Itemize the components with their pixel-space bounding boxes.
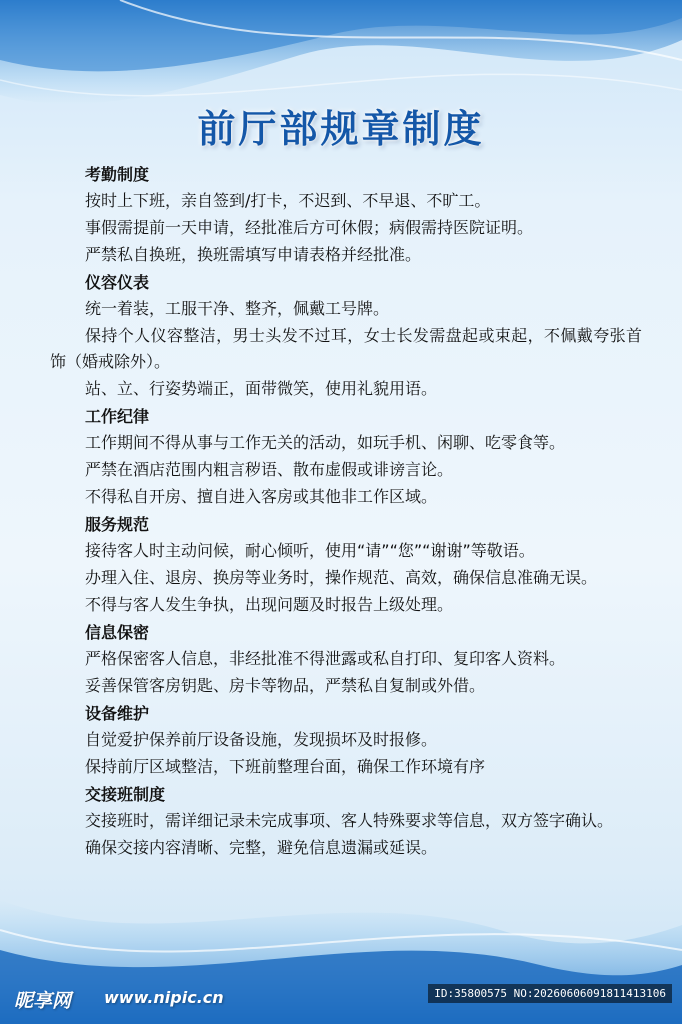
section-heading: 考勤制度 [85, 165, 150, 184]
section-paragraph: 事假需提前一天申请，经批准后方可休假；病假需持医院证明。 [85, 218, 534, 237]
section-paragraph: 站、立、行姿势端正，面带微笑，使用礼貌用语。 [85, 379, 438, 398]
watermark-logo: 昵享网 [14, 990, 72, 1012]
section-paragraph: 严格保密客人信息，非经批准不得泄露或私自打印、复印客人资料。 [85, 649, 566, 668]
section-paragraph: 保持前厅区域整洁，下班前整理台面，确保工作环境有序 [85, 757, 486, 776]
section-paragraph: 办理入住、退房、换房等业务时，操作规范、高效，确保信息准确无误。 [85, 568, 598, 587]
section-heading: 服务规范 [85, 515, 150, 534]
section-paragraph: 严禁在酒店范围内粗言秽语、散布虚假或诽谤言论。 [85, 460, 454, 479]
section-heading: 信息保密 [85, 623, 150, 642]
section-paragraph: 保持个人仪容整洁，男士头发不过耳，女士长发需盘起或束起，不佩戴夸张首饰（婚戒除外）。 [50, 326, 642, 371]
section-paragraph: 确保交接内容清晰、完整，避免信息遗漏或延误。 [85, 838, 438, 857]
section-paragraph: 交接班时，需详细记录未完成事项、客人特殊要求等信息，双方签字确认。 [85, 811, 614, 830]
section-heading: 交接班制度 [85, 785, 166, 804]
page-title: 前厅部规章制度 [197, 107, 485, 151]
watermark-url: www.nipic.cn [104, 988, 224, 1007]
regulations-body [50, 160, 642, 862]
section-paragraph: 统一着装，工服干净、整齐，佩戴工号牌。 [85, 299, 390, 318]
section-heading: 设备维护 [85, 704, 150, 723]
section-paragraph: 按时上下班，亲自签到/打卡，不迟到、不早退、不旷工。 [85, 191, 491, 210]
section-paragraph: 自觉爱护保养前厅设备设施，发现损坏及时报修。 [85, 730, 438, 749]
section-heading: 仪容仪表 [85, 273, 150, 292]
section-paragraph: 不得与客人发生争执，出现问题及时报告上级处理。 [85, 595, 454, 614]
section-paragraph: 接待客人时主动问候，耐心倾听，使用“请”“您”“谢谢”等敬语。 [85, 541, 535, 560]
section-heading: 工作纪律 [85, 407, 150, 426]
section-paragraph: 不得私自开房、擅自进入客房或其他非工作区域。 [85, 487, 438, 506]
section-paragraph: 工作期间不得从事与工作无关的活动，如玩手机、闲聊、吃零食等。 [85, 433, 566, 452]
section-paragraph: 严禁私自换班，换班需填写申请表格并经批准。 [85, 245, 422, 264]
section-paragraph: 妥善保管客房钥匙、房卡等物品，严禁私自复制或外借。 [85, 676, 486, 695]
image-id-badge: ID:35800575 NO:20260606091811413106 [428, 984, 672, 1003]
